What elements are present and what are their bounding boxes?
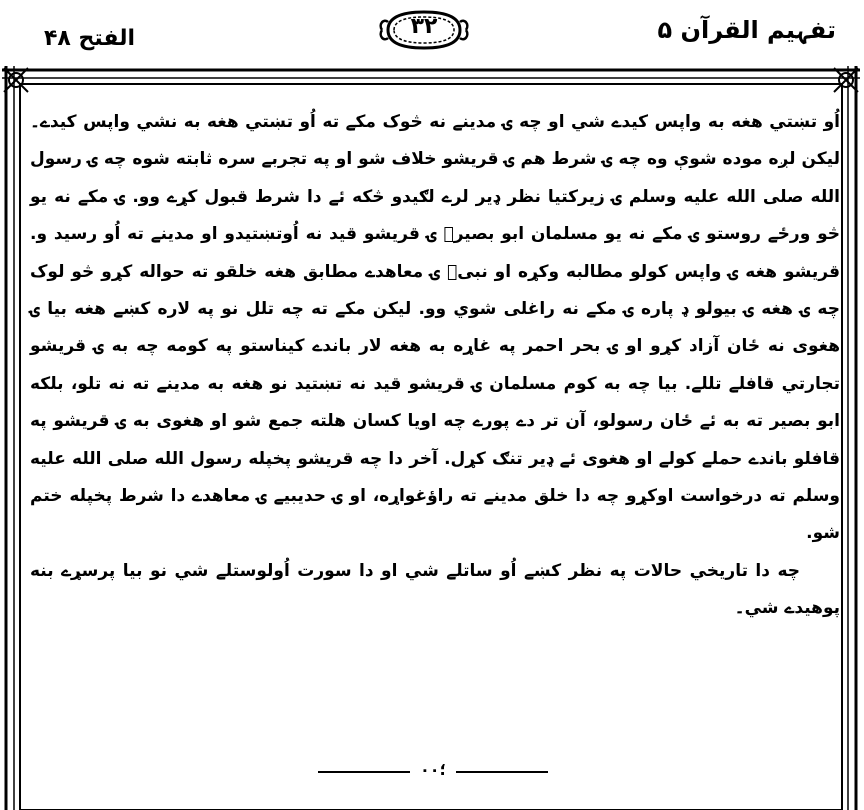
body-text [30, 104, 840, 628]
paragraph-1: اُو تښتي هغه به واپس کیدے شي او چه ۍ مدینے نه څوک مکے ته اُو تښتي هغه به نشي واپس کیدے۔ لیکن لږه موده شوې وه چه ۍ شرط هم ۍ قریشو خلاف شو او په تجربے سره ثابته شوه چه ۍ رسول الله صلی الله علیه وسلم ۍ زیرکتیا نظر ډیر لرے لګیدو څکه ئے دا شرط قبول کړے وو. ۍ مکے نه یو څو ورځے روستو ۍ مکے نه یو مسلمان ابو بصیرؓ ۍ قریشو قید نه اُوتښتیدو او مدینے ته اُو رسید و. قریشو هغه ۍ واپس کولو مطالبه وکړه او نبیؐ ۍ معاهدے مطابق هغه خلقو ته حواله کړو څو لوک چه ۍ هغه ۍ بیولو ډ پاره ۍ مکے نه راغلی شوي وو. لیکن مکے ته چه تلل نو په لاره کښے هغه بیا ۍ هغوی نه ځان آزاد کړو او ۍ بحر احمر په غاړه به هغه لار باندے کیناستو په کومه چه به ۍ قریشو تجارتي قافلے تللے. بیا چه به کوم مسلمان ۍ قریشو قید نه تښتید نو هغه به مدینے ته نه تلو، بلکه ابو بصیر ته به ئے ځان رسولو، آن تر دے پورے چه اویا کسان هلته جمع شو او هغوی به ۍ قریشو په قافلو باندے حملے کولے او هغوی ئے ډیر تنګ کړل. آخر دا چه قریشو پخپله رسول الله صلی الله علیه وسلم ته درخواست اوکړو چه دا خلق مدینے ته راؤغواړه، او ۍ حدیبیے ۍ معاهدے دا شرط پخپله ختم شو. [30, 112, 840, 544]
end-ornament-glyph: ۰؛۰ [420, 760, 446, 779]
page-number: ۳۲ [410, 14, 438, 39]
running-title-book: تفہیم القرآن ۵ [657, 16, 836, 44]
end-ornament [318, 762, 548, 782]
page-number-ornament [374, 6, 474, 54]
running-title-surah: الفتح ۴۸ [44, 26, 135, 51]
paragraph-2: چه دا تاریخي حالات په نظر کښے اُو ساتلے شي او دا سورت اُولوستلے شي نو بیا پرسړے بنه پوهیدے شي۔ [30, 560, 840, 619]
page-header [0, 0, 864, 62]
